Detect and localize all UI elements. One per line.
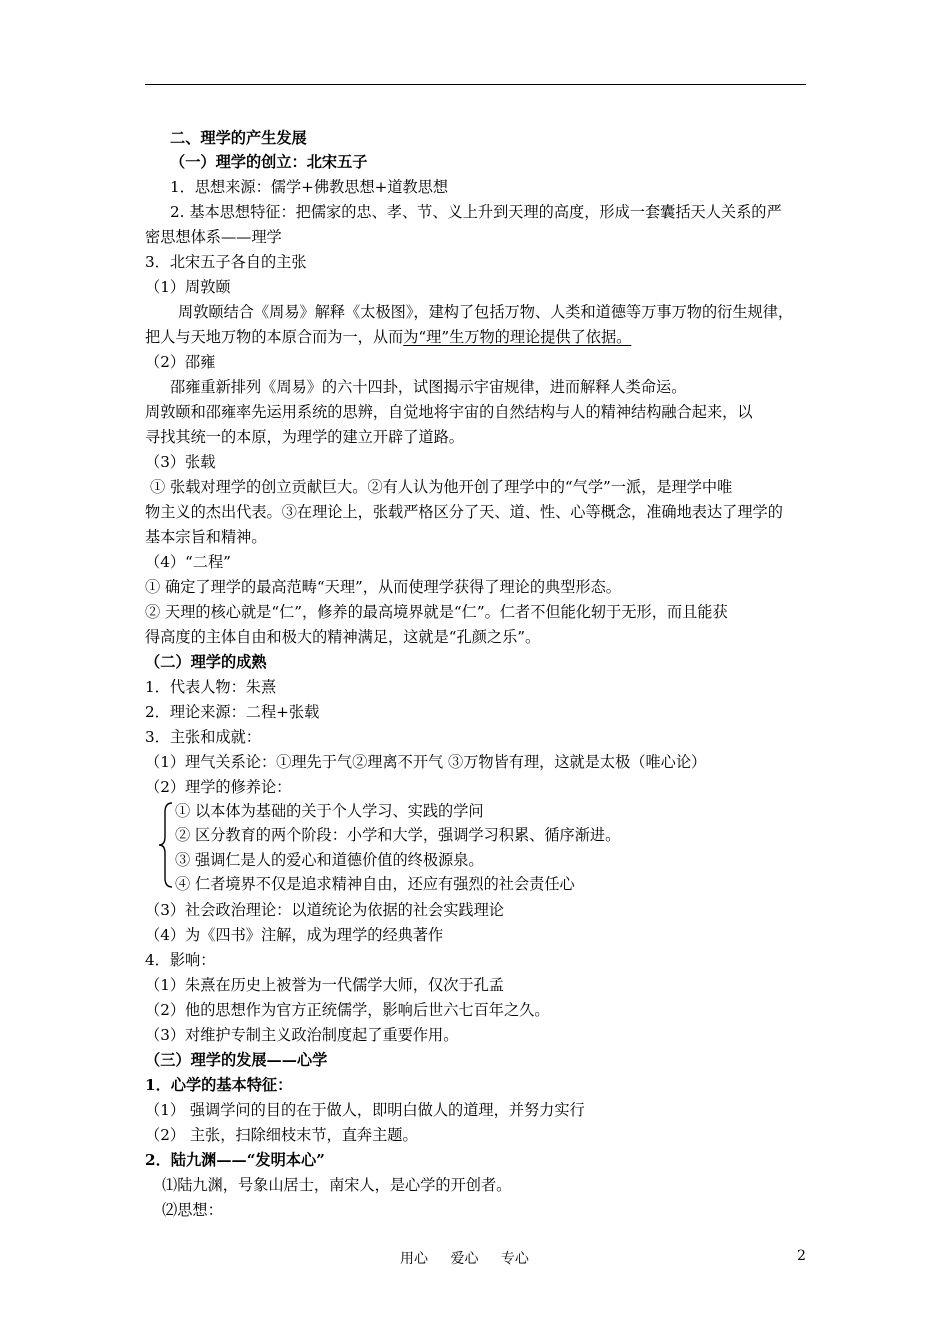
text-line: （2）他的思想作为官方正统儒学，影响后世六七百年之久。 xyxy=(145,1001,550,1019)
text-line xyxy=(145,327,631,347)
text-line: ⑴陆九渊，号象山居士，南宋人，是心学的开创者。 xyxy=(162,1176,512,1194)
text-line: （2）邵雍 xyxy=(145,353,216,371)
list-item: ② 区分教育的两个阶段：小学和大学，强调学习积累、循序渐进。 xyxy=(175,826,621,844)
text-line: 基本宗旨和精神。 xyxy=(145,528,267,546)
footer-text: 专心 xyxy=(500,1251,529,1267)
list-item: ④ 仁者境界不仅是追求精神自由，还应有强烈的社会责任心 xyxy=(175,875,575,893)
subsection-heading: （三）理学的发展——心学 xyxy=(145,1051,328,1069)
subheading: 2．陆九渊——“发明本心” xyxy=(145,1151,325,1169)
text-line: （1） 强调学问的目的在于做人，即明白做人的道理，并努力实行 xyxy=(145,1101,585,1119)
text-span: 把人与天地万物的本原合而为一，从而 xyxy=(145,328,404,346)
text-line: 物主义的杰出代表。③在理论上，张载严格区分了天、道、性、心等概念，准确地表达了理学的 xyxy=(145,503,783,521)
list-item: ③ 强调仁是人的爱心和道德价值的终极源泉。 xyxy=(175,851,484,869)
subsection-heading: （一）理学的创立：北宋五子 xyxy=(170,153,368,171)
text-line: （1）周敦颐 xyxy=(145,278,231,296)
text-line: ① 张载对理学的创立贡献巨大。②有人认为他开创了理学中的“气学”一派，是理学中唯 xyxy=(150,478,733,496)
footer-text: 爱心 xyxy=(450,1251,479,1267)
text-line: 1．思想来源：儒学+佛教思想+道教思想 xyxy=(170,178,449,196)
text-line: （3）社会政治理论：以道统论为依据的社会实践理论 xyxy=(145,901,504,919)
text-line: 周敦颐结合《周易》解释《太极图》，建构了包括万物、人类和道德等万事万物的衍生规律， xyxy=(178,303,794,321)
text-line: 4．影响： xyxy=(145,951,216,969)
text-line: （2） 主张，扫除细枝末节，直奔主题。 xyxy=(145,1126,418,1144)
text-line: ① 确定了理学的最高范畴“天理”，从而使理学获得了理论的典型形态。 xyxy=(145,578,621,596)
text-line: 周敦颐和邵雍率先运用系统的思辨，自觉地将宇宙的自然结构与人的精神结构融合起来，以 xyxy=(145,403,753,421)
text-line: （4）“二程” xyxy=(145,553,231,571)
text-line: 密思想体系——理学 xyxy=(145,228,282,246)
text-line: （3）张载 xyxy=(145,453,216,471)
subsection-heading: （二）理学的成熟 xyxy=(145,653,267,671)
text-line: （1）朱熹在历史上被誉为一代儒学大师，仅次于孔孟 xyxy=(145,976,504,994)
page-number: 2 xyxy=(797,1248,806,1264)
section-heading: 二、理学的产生发展 xyxy=(170,129,307,147)
text-line: 得高度的主体自由和极大的精神满足，这就是“孔颜之乐”。 xyxy=(145,628,541,646)
list-item: ① 以本体为基础的关于个人学习、实践的学问 xyxy=(175,802,484,820)
text-line: 1．代表人物：朱熹 xyxy=(145,678,277,696)
text-line: （3）对维护专制主义政治制度起了重要作用。 xyxy=(145,1026,459,1044)
text-line: ⑵思想： xyxy=(162,1201,223,1219)
text-line: 3．北宋五子各自的主张 xyxy=(145,253,307,271)
subheading: 1．心学的基本特征： xyxy=(145,1076,293,1094)
text-line: 2．理论来源：二程+张载 xyxy=(145,703,320,721)
text-line: （1）理气关系论：①理先于气②理离不开气 ③万物皆有理，这就是太极（唯心论） xyxy=(145,753,707,771)
footer-text: 用心 xyxy=(400,1251,428,1267)
curly-brace xyxy=(158,802,174,888)
page-footer xyxy=(400,1248,547,1268)
header-rule xyxy=(145,84,806,85)
text-line: （2）理学的修养论： xyxy=(145,778,292,796)
underlined-text: 为“理”生万物的理论提供了依据。 xyxy=(403,328,632,346)
text-line: 2. 基本思想特征：把儒家的忠、孝、节、义上升到天理的高度，形成一套囊括天人关系的严 xyxy=(170,203,782,221)
text-line: 邵雍重新排列《周易》的六十四卦，试图揭示宇宙规律，进而解释人类命运。 xyxy=(170,378,687,396)
text-line: 3．主张和成就： xyxy=(145,728,261,746)
text-line: 寻找其统一的本原，为理学的建立开辟了道路。 xyxy=(145,428,464,446)
text-line: ② 天理的核心就是“仁”，修养的最高境界就是“仁”。仁者不但能化轫于无形，而且能获 xyxy=(145,603,728,621)
text-line: （4）为《四书》注解，成为理学的经典著作 xyxy=(145,926,444,944)
